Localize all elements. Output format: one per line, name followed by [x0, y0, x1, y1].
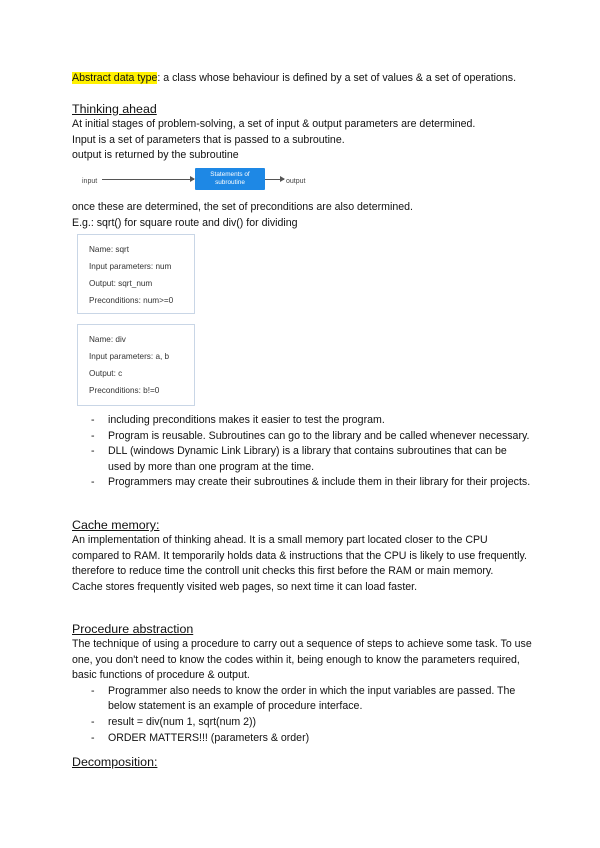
thinking-ahead-line: Input is a set of parameters that is passed to a subroutine.	[72, 133, 345, 146]
thinking-ahead-bullets	[72, 413, 532, 491]
card-inputs: Input parameters: num	[89, 262, 172, 271]
cache-memory-paragraph: Cache stores frequently visited web pages, so next time it can load faster.	[72, 580, 418, 593]
diagram-input-label: input	[82, 178, 98, 185]
decomposition-section	[72, 754, 532, 770]
intro-paragraph	[72, 71, 532, 87]
list-item: - Programmers may create their subroutines & include them in their library for their projects.	[72, 475, 532, 491]
procedure-abstraction-paragraph: The technique of using a procedure to carry out a sequence of steps to achieve some task. To use one, you don't need to know the codes within it, being enough to know the parameters required, basic functions of procedure & output.	[72, 638, 532, 682]
card-name: Name: sqrt	[89, 245, 130, 254]
card-preconditions: Preconditions: b!=0	[89, 386, 160, 395]
subroutine-flow-diagram	[72, 168, 306, 190]
div-spec-card	[77, 324, 195, 406]
diagram-subroutine-box: Statements of subroutine	[195, 168, 265, 190]
arrow-icon	[102, 179, 194, 180]
arrow-icon	[265, 179, 284, 180]
thinking-ahead-section	[72, 101, 532, 164]
after-line: E.g.: sqrt() for square route and div() for dividing	[72, 216, 298, 229]
card-output: Output: c	[89, 369, 123, 378]
cache-memory-section	[72, 517, 532, 595]
list-item: - including preconditions makes it easier to test the program.	[72, 413, 532, 429]
card-output: Output: sqrt_num	[89, 279, 153, 288]
preconditions-text	[72, 200, 532, 231]
thinking-ahead-line: output is returned by the subroutine	[72, 149, 239, 162]
list-item: - Program is reusable. Subroutines can go to the library and be called whenever necessary.	[72, 429, 532, 445]
list-item: - DLL (windows Dynamic Link Library) is a library that contains subroutines that can be used by more than one program at the time.	[72, 444, 532, 475]
decomposition-heading: Decomposition:	[72, 755, 158, 769]
sqrt-spec-card	[77, 234, 195, 314]
list-item: - Programmer also needs to know the order in which the input variables are passed. The below statement is an example of procedure interface.	[72, 684, 532, 715]
procedure-abstraction-heading: Procedure abstraction	[72, 622, 194, 636]
after-line: once these are determined, the set of preconditions are also determined.	[72, 201, 413, 213]
diagram-output-label: output	[286, 178, 306, 185]
list-item: - result = div(num 1, sqrt(num 2))	[72, 715, 532, 731]
intro-definition: : a class whose behaviour is defined by a set of values & a set of operations.	[157, 72, 517, 84]
list-item: - ORDER MATTERS!!! (parameters & order)	[72, 731, 532, 747]
cache-memory-heading: Cache memory:	[72, 518, 160, 532]
highlighted-term: Abstract data type	[72, 72, 158, 84]
thinking-ahead-line: At initial stages of problem-solving, a set of input & output parameters are determined.	[72, 118, 476, 130]
thinking-ahead-heading: Thinking ahead	[72, 102, 157, 116]
card-inputs: Input parameters: a, b	[89, 352, 170, 361]
procedure-abstraction-section	[72, 621, 532, 746]
card-name: Name: div	[89, 335, 126, 344]
cache-memory-paragraph: An implementation of thinking ahead. It is a small memory part located closer to the CPU compared to RAM. It temporarily holds data & instructions that the CPU is likely to use frequently. therefore to reduce time the controll unit checks this first before the RAM or main memory.	[72, 534, 527, 578]
card-preconditions: Preconditions: num>=0	[89, 296, 174, 305]
